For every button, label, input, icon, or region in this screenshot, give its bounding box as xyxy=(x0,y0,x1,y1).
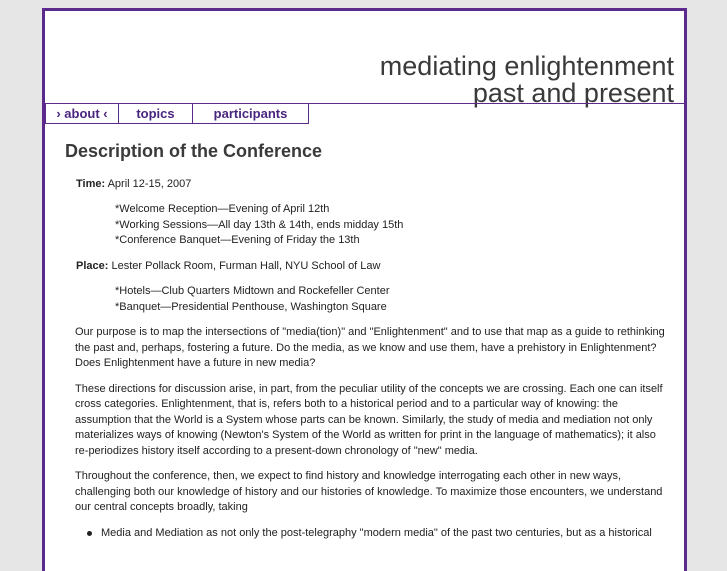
tab-about[interactable]: › about ‹ xyxy=(45,104,119,124)
place-field xyxy=(76,259,673,275)
paragraph: Throughout the conference, then, we expect to find history and knowledge interrogating each other in new ways, challenging both our knowledge of history and our histories of knowledge. To maximize those encounters, we understand our central concepts broadly, taking xyxy=(75,470,663,513)
schedule-list xyxy=(115,202,673,249)
page-frame xyxy=(42,8,687,571)
paragraph: Our purpose is to map the intersections of "media(tion)" and "Enlightenment" and to use that map as a guide to rethinking the past and, perhaps, fostering a future. Do the media, as we know and use them, have a prehistory in Enlightenment? Does Enlightenment have a future in new media? xyxy=(75,326,665,369)
place-value: Lester Pollack Room, Furman Hall, NYU School of Law xyxy=(108,259,381,272)
site-title-line-1: mediating enlightenment xyxy=(379,51,674,81)
schedule-item: *Conference Banquet—Evening of Friday the 13th xyxy=(115,234,360,246)
time-field xyxy=(76,177,673,193)
main-content xyxy=(65,141,673,541)
page-title: Description of the Conference xyxy=(65,141,323,161)
tab-topics[interactable]: topics xyxy=(118,104,193,124)
concept-list xyxy=(73,526,673,542)
schedule-item: *Working Sessions—All day 13th & 14th, ends midday 15th xyxy=(115,218,404,231)
place-label: Place: xyxy=(76,259,109,272)
time-label: Time: xyxy=(76,177,106,190)
list-item xyxy=(85,526,673,542)
venue-item: *Hotels—Club Quarters Midtown and Rockefeller Center xyxy=(115,285,390,297)
time-value: April 12-15, 2007 xyxy=(105,177,192,190)
tab-participants[interactable]: participants xyxy=(192,104,309,124)
list-item-text: Media and Mediation as not only the post-telegraphy "modern media" of the past two centuries, but as a historical xyxy=(101,526,652,539)
site-title-line-2: past and present xyxy=(472,78,674,108)
site-title xyxy=(380,53,674,107)
venue-list xyxy=(115,284,673,315)
paragraph: These directions for discussion arise, in part, from the peculiar utility of the concepts we are crossing. Each one can itself cross categories. Enlightenment, that is, refers both to a historical period and to a particular way of knowing: the assumption that the World is a System whose parts can be known. Similarly, the study of media and mediation not only materializes ways of knowing (Newton's System of the World as written for print in the language of mathematics); it also re-periodizes history itself according to a present-down chronology of "new" media. xyxy=(75,382,663,457)
bullet-icon xyxy=(87,531,92,536)
main-nav xyxy=(45,104,308,124)
schedule-item: *Welcome Reception—Evening of April 12th xyxy=(115,203,330,215)
venue-item: *Banquet—Presidential Penthouse, Washington Square xyxy=(115,300,387,313)
